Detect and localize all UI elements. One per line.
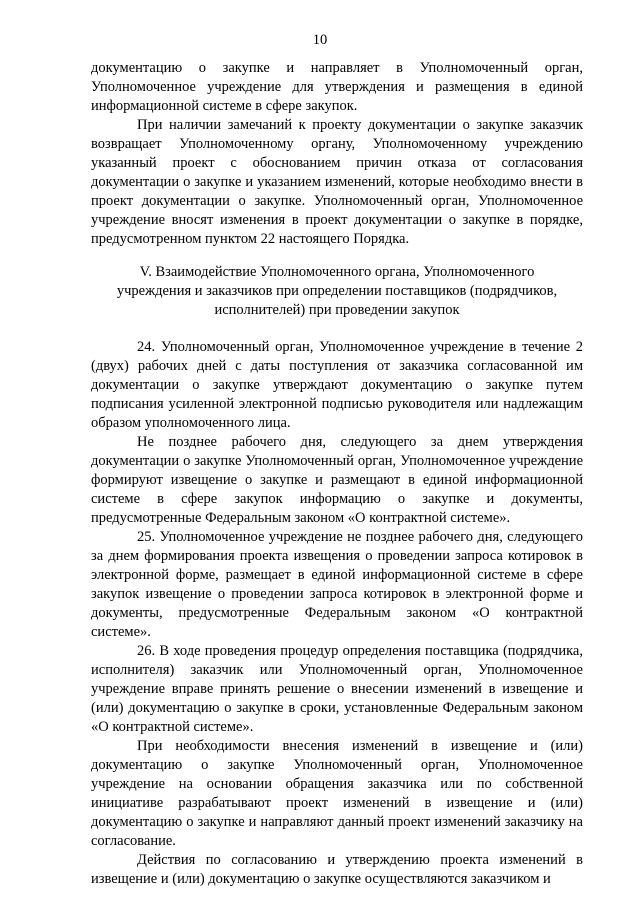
- paragraph: При наличии замечаний к проекту документации о закупке заказчик возвращает Уполномоченному органу, Уполномоченному учреждению указанный проект с обоснованием причин отказа от согласования документации о закупке и указанием изменений, которые необходимо внести в проект документации о закупке. Уполномоченный орган, Уполномоченное учреждение вносят изменения в проект документации о закупке в порядке, предусмотренном пунктом 22 настоящего Порядка.: [91, 117, 583, 247]
- paragraph: Не позднее рабочего дня, следующего за днем утверждения документации о закупке Уполномоченный орган, Уполномоченное учреждение формируют извещение о закупке и размещают в единой информационной системе в сфере закупок информацию о закупке и документы, предусмотренные Федеральным законом «О контрактной системе».: [91, 434, 583, 526]
- document-body: [91, 59, 583, 889]
- paragraph: документацию о закупке и направляет в Уполномоченный орган, Уполномоченное учреждение для утверждения и размещения в единой информационной системе в сфере закупок.: [91, 60, 583, 114]
- paragraph: 26. В ходе проведения процедур определения поставщика (подрядчика, исполнителя) заказчик или Уполномоченный орган, Уполномоченное учреждение вправе принять решение о внесении изменений в извещение и (или) документацию о закупке в сроки, установленные Федеральным законом «О контрактной системе».: [91, 643, 583, 735]
- paragraphs-bottom: [91, 338, 583, 889]
- paragraph: 25. Уполномоченное учреждение не позднее рабочего дня, следующего за днем формирования проекта извещения о проведении запроса котировок в электронной форме, размещает в единой информационной системе в сфере закупок извещение о проведении запроса котировок в электронной форме и документы, предусмотренные Федеральным законом «О контрактной системе».: [91, 529, 583, 640]
- paragraph: При необходимости внесения изменений в извещение и (или) документацию о закупке Уполномоченный орган, Уполномоченное учреждение на основании обращения заказчика или по собственной инициативе разрабатывают проект изменений в извещение и (или) документацию о закупке и направляют данный проект изменений заказчику на согласование.: [91, 738, 583, 849]
- paragraph: Действия по согласованию и утверждению проекта изменений в извещение и (или) документацию о закупке осуществляются заказчиком и: [91, 852, 583, 887]
- paragraphs-top: [91, 59, 583, 249]
- page-number: 10: [312, 32, 328, 48]
- section-heading: V. Взаимодействие Уполномоченного органа, Уполномоченного учреждения и заказчиков при определении поставщиков (подрядчиков, исполнителей) при проведении закупок: [116, 264, 558, 318]
- paragraph: 24. Уполномоченный орган, Уполномоченное учреждение в течение 2 (двух) рабочих дней с даты поступления от заказчика согласованной им документации о закупке утверждают документацию о закупке путем подписания усиленной электронной подписью руководителя или надлежащим образом уполномоченного лица.: [91, 339, 583, 431]
